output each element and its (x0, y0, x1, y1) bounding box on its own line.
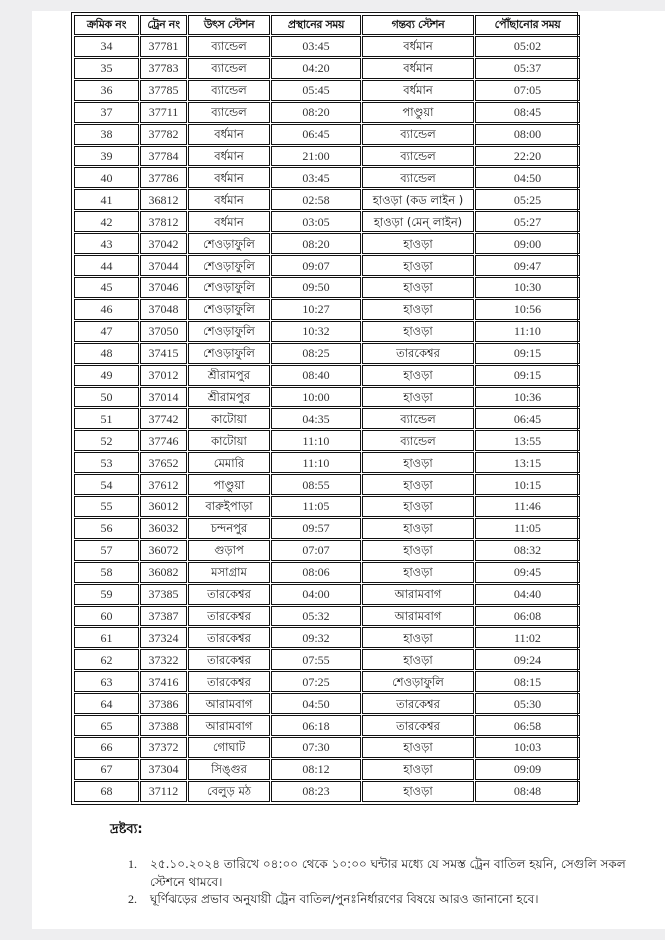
serial-no-cell: 40 (74, 167, 139, 188)
origin-station-cell: চন্দনপুর (188, 518, 270, 539)
table-header-row (74, 15, 580, 35)
train-no-cell: 37785 (140, 80, 187, 101)
arrival-time-cell: 06:08 (475, 606, 580, 627)
origin-station-cell: শ্রীরামপুর (188, 387, 270, 408)
origin-station-cell: বর্ধমান (188, 167, 270, 188)
serial-no-cell: 36 (74, 80, 139, 101)
arrival-time-cell: 10:30 (475, 277, 580, 298)
origin-station-cell: আরামবাগ (188, 693, 270, 714)
header-departure-time: প্রস্থানের সময় (271, 15, 361, 35)
train-no-cell: 36032 (140, 518, 187, 539)
departure-time-cell: 10:32 (271, 321, 361, 342)
train-no-cell: 37014 (140, 387, 187, 408)
table-row (74, 211, 580, 232)
destination-station-cell: ব্যান্ডেল (362, 167, 474, 188)
origin-station-cell: বর্ধমান (188, 189, 270, 210)
serial-no-cell: 50 (74, 387, 139, 408)
table-row (74, 387, 580, 408)
destination-station-cell: তারকেশ্বর (362, 343, 474, 364)
serial-no-cell: 44 (74, 255, 139, 276)
serial-no-cell: 56 (74, 518, 139, 539)
table-row (74, 496, 580, 517)
origin-station-cell: গোঘাট (188, 737, 270, 758)
table-row (74, 277, 580, 298)
serial-no-cell: 47 (74, 321, 139, 342)
arrival-time-cell: 08:48 (475, 781, 580, 802)
destination-station-cell: হাওড়া (362, 387, 474, 408)
origin-station-cell: তারকেশ্বর (188, 671, 270, 692)
serial-no-cell: 53 (74, 452, 139, 473)
serial-no-cell: 62 (74, 649, 139, 670)
table-row (74, 606, 580, 627)
train-no-cell: 37786 (140, 167, 187, 188)
train-no-cell: 37046 (140, 277, 187, 298)
arrival-time-cell: 09:15 (475, 365, 580, 386)
destination-station-cell: ব্যান্ডেল (362, 408, 474, 429)
header-train-no: ট্রেন নং (140, 15, 187, 35)
serial-no-cell: 58 (74, 562, 139, 583)
serial-no-cell: 41 (74, 189, 139, 210)
departure-time-cell: 03:45 (271, 167, 361, 188)
serial-no-cell: 67 (74, 759, 139, 780)
destination-station-cell: হাওড়া (362, 452, 474, 473)
serial-no-cell: 63 (74, 671, 139, 692)
departure-time-cell: 04:50 (271, 693, 361, 714)
arrival-time-cell: 05:25 (475, 189, 580, 210)
serial-no-cell: 43 (74, 233, 139, 254)
origin-station-cell: শেওড়াফুলি (188, 277, 270, 298)
departure-time-cell: 08:25 (271, 343, 361, 364)
note-item (128, 891, 628, 909)
origin-station-cell: মসাগ্রাম (188, 562, 270, 583)
header-origin-station: উৎস স্টেশন (188, 15, 270, 35)
train-no-cell: 37416 (140, 671, 187, 692)
destination-station-cell: ব্যান্ডেল (362, 146, 474, 167)
departure-time-cell: 03:05 (271, 211, 361, 232)
serial-no-cell: 51 (74, 408, 139, 429)
train-no-cell: 36072 (140, 540, 187, 561)
table-body (74, 36, 580, 802)
serial-no-cell: 48 (74, 343, 139, 364)
header-arrival-time: পৌঁছানোর সময় (475, 15, 580, 35)
origin-station-cell: তারকেশ্বর (188, 606, 270, 627)
departure-time-cell: 09:50 (271, 277, 361, 298)
header-destination-station: গন্তব্য স্টেশন (362, 15, 474, 35)
serial-no-cell: 34 (74, 36, 139, 57)
destination-station-cell: হাওড়া (362, 627, 474, 648)
train-no-cell: 37782 (140, 124, 187, 145)
train-no-cell: 37324 (140, 627, 187, 648)
serial-no-cell: 59 (74, 584, 139, 605)
arrival-time-cell: 09:47 (475, 255, 580, 276)
train-no-cell: 37304 (140, 759, 187, 780)
destination-station-cell: হাওড়া (362, 299, 474, 320)
arrival-time-cell: 05:37 (475, 58, 580, 79)
destination-station-cell: হাওড়া (362, 365, 474, 386)
serial-no-cell: 49 (74, 365, 139, 386)
arrival-time-cell: 04:40 (475, 584, 580, 605)
destination-station-cell: হাওড়া (কড লাইন ) (362, 189, 474, 210)
origin-station-cell: মেমারি (188, 452, 270, 473)
destination-station-cell: হাওড়া (362, 781, 474, 802)
arrival-time-cell: 11:05 (475, 518, 580, 539)
train-no-cell: 37050 (140, 321, 187, 342)
departure-time-cell: 11:10 (271, 452, 361, 473)
serial-no-cell: 52 (74, 430, 139, 451)
destination-station-cell: হাওড়া (362, 321, 474, 342)
arrival-time-cell: 11:46 (475, 496, 580, 517)
table-row (74, 671, 580, 692)
serial-no-cell: 38 (74, 124, 139, 145)
arrival-time-cell: 05:27 (475, 211, 580, 232)
arrival-time-cell: 08:32 (475, 540, 580, 561)
origin-station-cell: শেওড়াফুলি (188, 343, 270, 364)
destination-station-cell: হাওড়া (362, 277, 474, 298)
departure-time-cell: 02:58 (271, 189, 361, 210)
train-no-cell: 37781 (140, 36, 187, 57)
train-no-cell: 37042 (140, 233, 187, 254)
arrival-time-cell: 08:15 (475, 671, 580, 692)
arrival-time-cell: 09:24 (475, 649, 580, 670)
destination-station-cell: আরামবাগ (362, 606, 474, 627)
destination-station-cell: ব্যান্ডেল (362, 430, 474, 451)
table-row (74, 430, 580, 451)
arrival-time-cell: 09:15 (475, 343, 580, 364)
origin-station-cell: কাটোয়া (188, 430, 270, 451)
destination-station-cell: হাওড়া (362, 540, 474, 561)
train-no-cell: 37048 (140, 299, 187, 320)
departure-time-cell: 07:55 (271, 649, 361, 670)
destination-station-cell: হাওড়া (362, 474, 474, 495)
arrival-time-cell: 09:00 (475, 233, 580, 254)
train-no-cell: 37012 (140, 365, 187, 386)
departure-time-cell: 05:45 (271, 80, 361, 101)
serial-no-cell: 55 (74, 496, 139, 517)
departure-time-cell: 06:45 (271, 124, 361, 145)
destination-station-cell: হাওড়া (362, 562, 474, 583)
serial-no-cell: 65 (74, 715, 139, 736)
table-row (74, 80, 580, 101)
arrival-time-cell: 05:02 (475, 36, 580, 57)
train-no-cell: 37652 (140, 452, 187, 473)
arrival-time-cell: 13:15 (475, 452, 580, 473)
train-no-cell: 37742 (140, 408, 187, 429)
table-row (74, 649, 580, 670)
arrival-time-cell: 10:15 (475, 474, 580, 495)
destination-station-cell: পাণ্ডুয়া (362, 102, 474, 123)
table-row (74, 343, 580, 364)
serial-no-cell: 54 (74, 474, 139, 495)
origin-station-cell: বেলুড় মঠ (188, 781, 270, 802)
departure-time-cell: 04:35 (271, 408, 361, 429)
train-schedule-table-frame (71, 12, 578, 805)
destination-station-cell: তারকেশ্বর (362, 715, 474, 736)
departure-time-cell: 10:00 (271, 387, 361, 408)
origin-station-cell: তারকেশ্বর (188, 649, 270, 670)
departure-time-cell: 06:18 (271, 715, 361, 736)
departure-time-cell: 04:00 (271, 584, 361, 605)
table-row (74, 255, 580, 276)
serial-no-cell: 64 (74, 693, 139, 714)
departure-time-cell: 08:12 (271, 759, 361, 780)
table-row (74, 36, 580, 57)
origin-station-cell: ব্যান্ডেল (188, 58, 270, 79)
train-no-cell: 37783 (140, 58, 187, 79)
train-no-cell: 37746 (140, 430, 187, 451)
train-no-cell: 37784 (140, 146, 187, 167)
arrival-time-cell: 22:20 (475, 146, 580, 167)
serial-no-cell: 37 (74, 102, 139, 123)
destination-station-cell: বর্ধমান (362, 58, 474, 79)
origin-station-cell: বর্ধমান (188, 124, 270, 145)
table-row (74, 365, 580, 386)
train-no-cell: 37711 (140, 102, 187, 123)
train-no-cell: 37387 (140, 606, 187, 627)
train-no-cell: 36082 (140, 562, 187, 583)
arrival-time-cell: 10:03 (475, 737, 580, 758)
destination-station-cell: শেওড়াফুলি (362, 671, 474, 692)
serial-no-cell: 57 (74, 540, 139, 561)
destination-station-cell: হাওড়া (362, 518, 474, 539)
departure-time-cell: 09:57 (271, 518, 361, 539)
arrival-time-cell: 11:10 (475, 321, 580, 342)
arrival-time-cell: 07:05 (475, 80, 580, 101)
table-row (74, 58, 580, 79)
origin-station-cell: শেওড়াফুলি (188, 233, 270, 254)
table-row (74, 124, 580, 145)
arrival-time-cell: 06:58 (475, 715, 580, 736)
origin-station-cell: পাণ্ডুয়া (188, 474, 270, 495)
departure-time-cell: 07:30 (271, 737, 361, 758)
origin-station-cell: শ্রীরামপুর (188, 365, 270, 386)
note-number: 1. (128, 857, 137, 871)
train-no-cell: 37612 (140, 474, 187, 495)
destination-station-cell: বর্ধমান (362, 80, 474, 101)
train-no-cell: 37386 (140, 693, 187, 714)
destination-station-cell: হাওড়া (362, 649, 474, 670)
destination-station-cell: ব্যান্ডেল (362, 124, 474, 145)
arrival-time-cell: 10:56 (475, 299, 580, 320)
origin-station-cell: তারকেশ্বর (188, 627, 270, 648)
notes-title: দ্রষ্টব্য: (110, 822, 143, 837)
table-row (74, 693, 580, 714)
train-no-cell: 37385 (140, 584, 187, 605)
departure-time-cell: 05:32 (271, 606, 361, 627)
table-row (74, 321, 580, 342)
departure-time-cell: 08:55 (271, 474, 361, 495)
origin-station-cell: বারুইপাড়া (188, 496, 270, 517)
origin-station-cell: সিঙ্গুর (188, 759, 270, 780)
table-row (74, 584, 580, 605)
train-no-cell: 37415 (140, 343, 187, 364)
table-row (74, 167, 580, 188)
departure-time-cell: 08:06 (271, 562, 361, 583)
destination-station-cell: হাওড়া (362, 759, 474, 780)
arrival-time-cell: 08:45 (475, 102, 580, 123)
serial-no-cell: 61 (74, 627, 139, 648)
table-row (74, 715, 580, 736)
departure-time-cell: 21:00 (271, 146, 361, 167)
origin-station-cell: আরামবাগ (188, 715, 270, 736)
departure-time-cell: 10:27 (271, 299, 361, 320)
note-text: ২৫.১০.২০২৪ তারিখে ০৪:০০ থেকে ১০:০০ ঘন্টার মধ্যে যে সমস্ত ট্রেন বাতিল হয়নি, সেগুলি সকল স্টেশনে থামবে। (150, 857, 626, 889)
destination-station-cell: আরামবাগ (362, 584, 474, 605)
arrival-time-cell: 09:09 (475, 759, 580, 780)
arrival-time-cell: 11:02 (475, 627, 580, 648)
origin-station-cell: কাটোয়া (188, 408, 270, 429)
destination-station-cell: হাওড়া (362, 233, 474, 254)
departure-time-cell: 11:05 (271, 496, 361, 517)
table-row (74, 102, 580, 123)
arrival-time-cell: 09:45 (475, 562, 580, 583)
arrival-time-cell: 10:36 (475, 387, 580, 408)
origin-station-cell: ব্যান্ডেল (188, 102, 270, 123)
table-row (74, 189, 580, 210)
origin-station-cell: বর্ধমান (188, 146, 270, 167)
table-row (74, 562, 580, 583)
destination-station-cell: তারকেশ্বর (362, 693, 474, 714)
arrival-time-cell: 05:30 (475, 693, 580, 714)
table-row (74, 474, 580, 495)
serial-no-cell: 39 (74, 146, 139, 167)
train-no-cell: 37044 (140, 255, 187, 276)
train-no-cell: 37812 (140, 211, 187, 232)
departure-time-cell: 08:20 (271, 102, 361, 123)
train-no-cell: 37388 (140, 715, 187, 736)
table-row (74, 452, 580, 473)
departure-time-cell: 09:07 (271, 255, 361, 276)
origin-station-cell: শেওড়াফুলি (188, 321, 270, 342)
origin-station-cell: ব্যান্ডেল (188, 80, 270, 101)
table-row (74, 781, 580, 802)
departure-time-cell: 04:20 (271, 58, 361, 79)
train-no-cell: 37372 (140, 737, 187, 758)
serial-no-cell: 66 (74, 737, 139, 758)
train-schedule-table (73, 14, 581, 803)
arrival-time-cell: 08:00 (475, 124, 580, 145)
origin-station-cell: গুড়াপ (188, 540, 270, 561)
table-row (74, 146, 580, 167)
note-text: ঘূর্ণিঝড়ের প্রভাব অনুযায়ী ট্রেন বাতিল/পুনঃনির্ধারণের বিষয়ে আরও জানানো হবে। (150, 892, 539, 906)
serial-no-cell: 45 (74, 277, 139, 298)
arrival-time-cell: 13:55 (475, 430, 580, 451)
table-row (74, 518, 580, 539)
train-no-cell: 37112 (140, 781, 187, 802)
serial-no-cell: 35 (74, 58, 139, 79)
train-no-cell: 36012 (140, 496, 187, 517)
origin-station-cell: শেওড়াফুলি (188, 299, 270, 320)
origin-station-cell: ব্যান্ডেল (188, 36, 270, 57)
departure-time-cell: 07:07 (271, 540, 361, 561)
serial-no-cell: 42 (74, 211, 139, 232)
destination-station-cell: হাওড়া (মেন্ লাইন) (362, 211, 474, 232)
destination-station-cell: হাওড়া (362, 255, 474, 276)
origin-station-cell: বর্ধমান (188, 211, 270, 232)
table-row (74, 627, 580, 648)
header-serial-no: ক্রমিক নং (74, 15, 139, 35)
table-row (74, 540, 580, 561)
note-item (128, 856, 628, 891)
serial-no-cell: 60 (74, 606, 139, 627)
table-row (74, 759, 580, 780)
departure-time-cell: 03:45 (271, 36, 361, 57)
train-no-cell: 37322 (140, 649, 187, 670)
serial-no-cell: 68 (74, 781, 139, 802)
origin-station-cell: তারকেশ্বর (188, 584, 270, 605)
departure-time-cell: 11:10 (271, 430, 361, 451)
train-no-cell: 36812 (140, 189, 187, 210)
note-number: 2. (128, 892, 137, 906)
destination-station-cell: বর্ধমান (362, 36, 474, 57)
arrival-time-cell: 06:45 (475, 408, 580, 429)
table-row (74, 299, 580, 320)
notes-list (128, 856, 628, 909)
departure-time-cell: 08:23 (271, 781, 361, 802)
destination-station-cell: হাওড়া (362, 737, 474, 758)
destination-station-cell: হাওড়া (362, 496, 474, 517)
table-row (74, 408, 580, 429)
arrival-time-cell: 04:50 (475, 167, 580, 188)
departure-time-cell: 08:40 (271, 365, 361, 386)
serial-no-cell: 46 (74, 299, 139, 320)
departure-time-cell: 09:32 (271, 627, 361, 648)
departure-time-cell: 08:20 (271, 233, 361, 254)
origin-station-cell: শেওড়াফুলি (188, 255, 270, 276)
table-row (74, 233, 580, 254)
departure-time-cell: 07:25 (271, 671, 361, 692)
table-row (74, 737, 580, 758)
